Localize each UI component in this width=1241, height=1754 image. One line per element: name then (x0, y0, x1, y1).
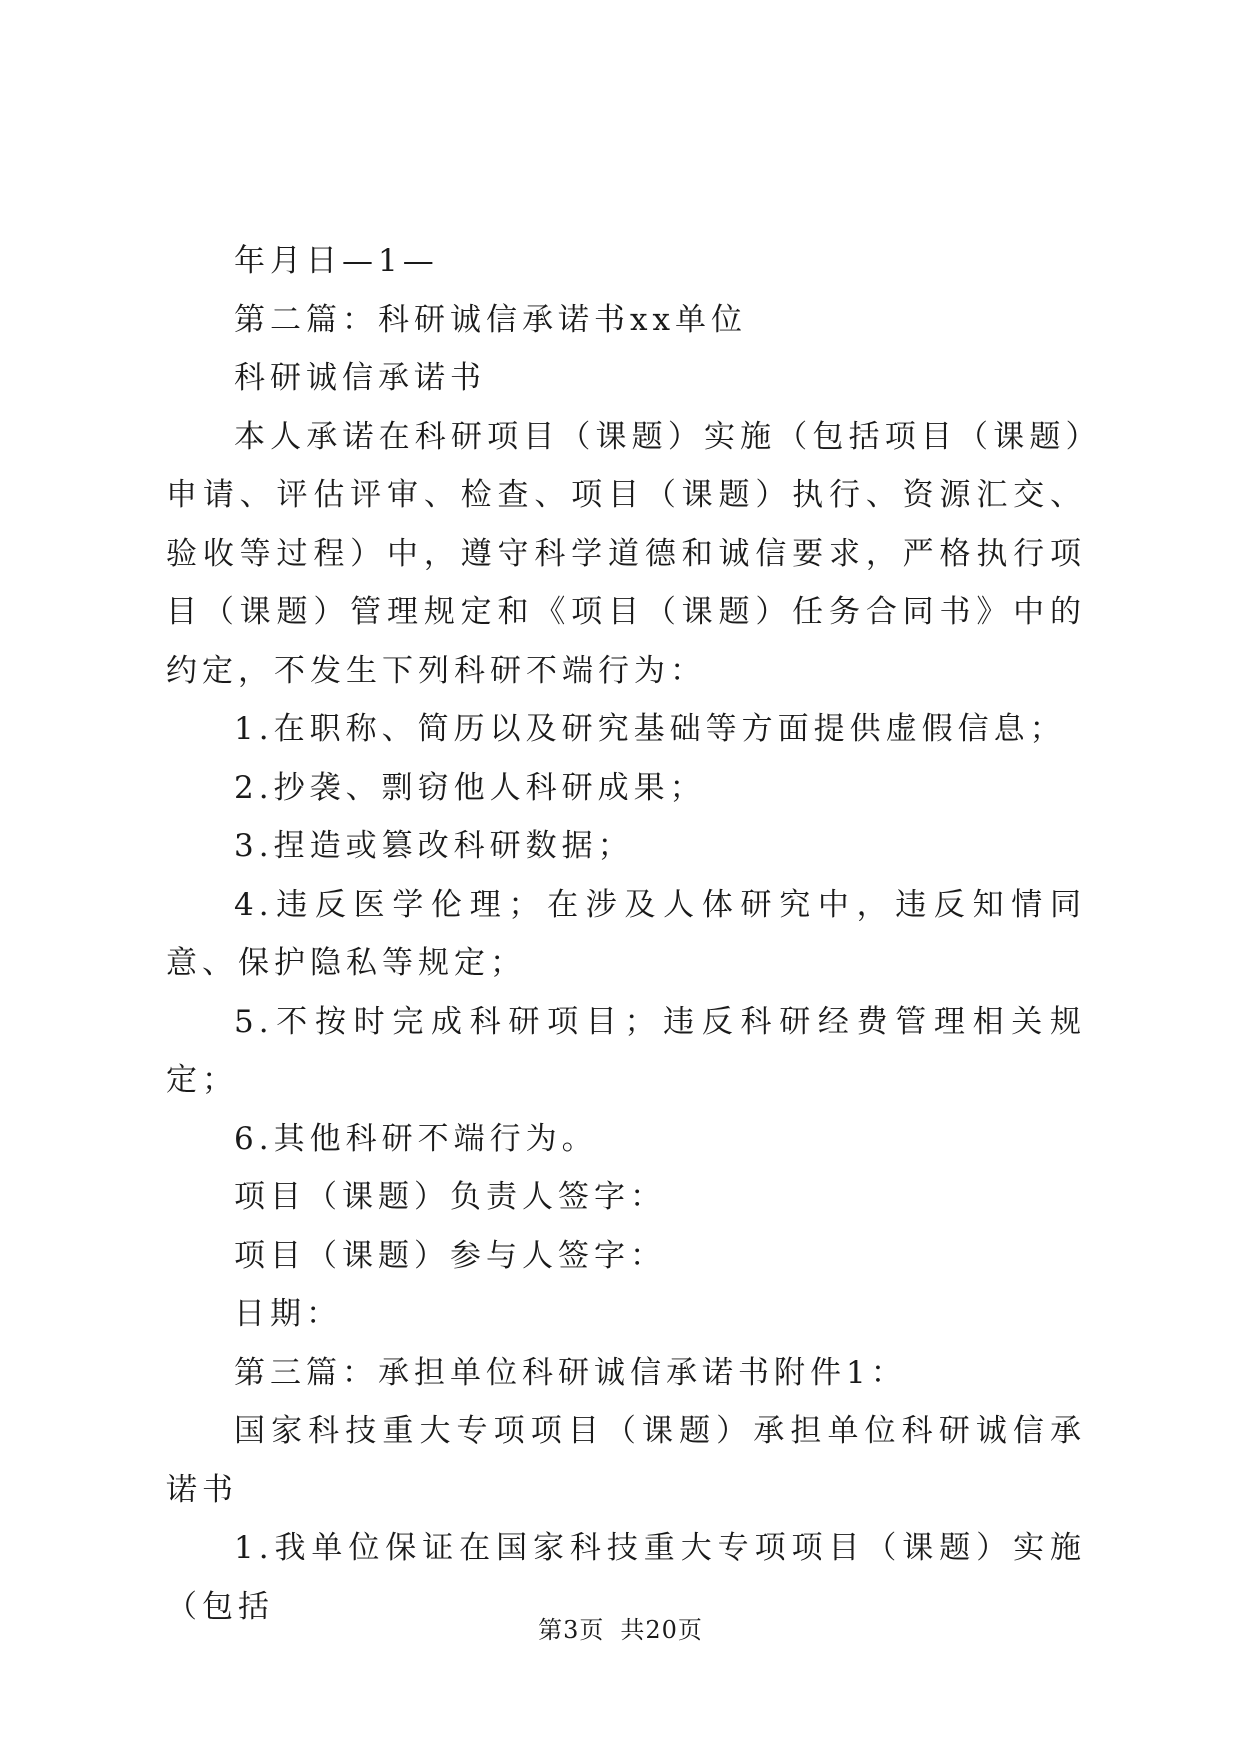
paragraph-item-3: 3.捏造或篡改科研数据； (234, 828, 634, 864)
paragraph-date-line: 年月日—1— (234, 243, 439, 279)
page-number: 第3页 (538, 1616, 605, 1644)
paragraph-section-2-title: 第二篇：科研诚信承诺书xx单位 (234, 301, 747, 338)
paragraph-item-1: 1.在职称、简历以及研究基础等方面提供虚假信息； (234, 711, 1066, 747)
paragraph-item-6: 6.其他科研不端行为。 (234, 1120, 598, 1157)
paragraph-section-3-title: 第三篇：承担单位科研诚信承诺书附件1： (234, 1354, 907, 1391)
page-footer (0, 1610, 1241, 1645)
paragraph-unit-pledge-title: 国家科技重大专项项目（课题）承担单位科研诚信承诺书 (166, 1413, 1086, 1508)
paragraph-item-5: 5.不按时完成科研项目；违反科研经费管理相关规定； (166, 1003, 1086, 1098)
paragraph-item-2: 2.抄袭、剽窃他人科研成果； (234, 769, 706, 806)
paragraph-date: 日期： (234, 1296, 342, 1332)
page-total: 共20页 (620, 1616, 703, 1644)
paragraph-unit-item-1: 1.我单位保证在国家科技重大专项项目（课题）实施（包括 (166, 1530, 1086, 1625)
paragraph-item-4: 4.违反医学伦理；在涉及人体研究中，违反知情同意、保护隐私等规定； (166, 886, 1086, 981)
paragraph-leader-signature: 项目（课题）负责人签字： (234, 1179, 666, 1215)
paragraph-pledge-title: 科研诚信承诺书 (234, 360, 486, 396)
paragraph-pledge-intro: 本人承诺在科研项目（课题）实施（包括项目（课题）申请、评估评审、检查、项目（课题）执行、资源汇交、验收等过程）中，遵守科学道德和诚信要求，严格执行项目（课题）管理规定和《项目（课题）任务合同书》中的约定，不发生下列科研不端行为： (166, 418, 1086, 689)
paragraph-participant-signature: 项目（课题）参与人签字： (234, 1237, 666, 1274)
document-body (166, 232, 1086, 1636)
